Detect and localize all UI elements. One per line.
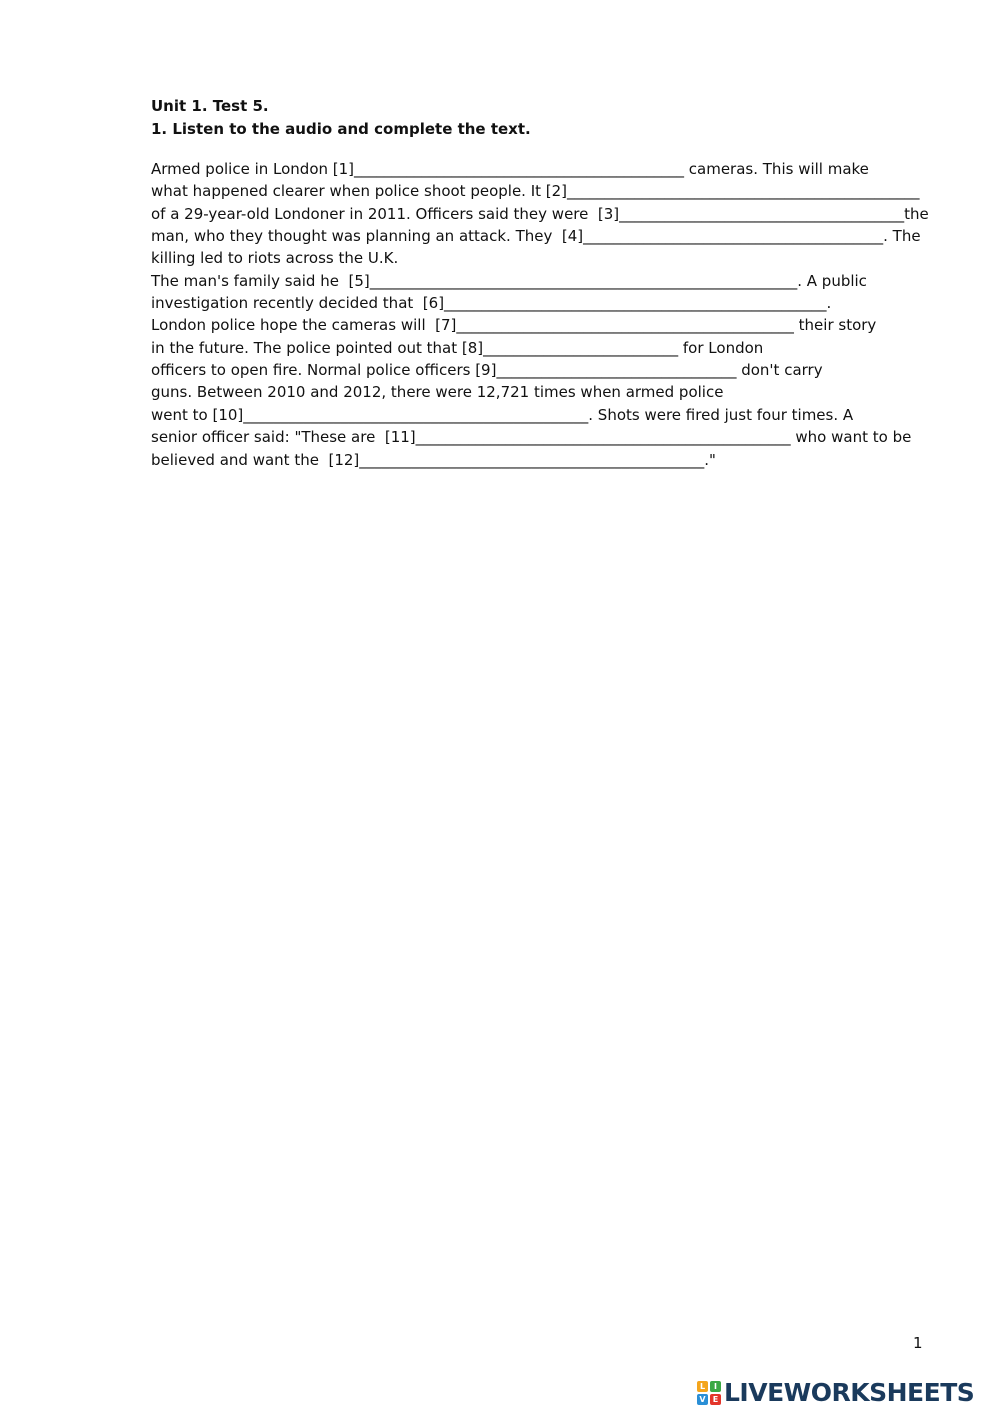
- passage-line: went to [10]______________________________________________. Shots were fired just four times. A: [151, 406, 854, 424]
- passage-line: killing led to riots across the U.K.: [151, 249, 399, 267]
- passage-line: of a 29-year-old Londoner in 2011. Officers said they were [3]______________________________________the: [151, 205, 929, 223]
- passage-line: man, who they thought was planning an attack. They [4]________________________________________. The: [151, 227, 921, 245]
- page-number: 1: [913, 1334, 923, 1352]
- passage-line: believed and want the [12]______________________________________________.": [151, 451, 716, 469]
- passage-line: London police hope the cameras will [7]_____________________________________________ their story: [151, 316, 877, 334]
- passage-line: The man's family said he [5]_________________________________________________________. A public: [151, 272, 867, 290]
- liveworksheets-logo-icon: [697, 1381, 721, 1405]
- passage-line: guns. Between 2010 and 2012, there were 12,721 times when armed police: [151, 383, 724, 401]
- logo-tile: V: [697, 1394, 708, 1405]
- passage-line: senior officer said: "These are [11]__________________________________________________ who want to be: [151, 428, 912, 446]
- worksheet-title: Unit 1. Test 5.: [151, 97, 269, 115]
- liveworksheets-logo: [697, 1378, 974, 1408]
- passage-line: Armed police in London [1]____________________________________________ cameras. This will make: [151, 160, 869, 178]
- logo-tile: L: [697, 1381, 708, 1392]
- passage-line: officers to open fire. Normal police officers [9]________________________________ don't carry: [151, 361, 823, 379]
- passage-line: in the future. The police pointed out that [8]__________________________ for London: [151, 339, 764, 357]
- logo-tile: I: [710, 1381, 721, 1392]
- logo-tile: E: [710, 1394, 721, 1405]
- passage-line: investigation recently decided that [6]___________________________________________________.: [151, 294, 832, 312]
- exercise-instruction: 1. Listen to the audio and complete the text.: [151, 120, 531, 138]
- brand-name: LIVEWORKSHEETS: [724, 1378, 975, 1407]
- passage-line: what happened clearer when police shoot people. It [2]_______________________________________________: [151, 182, 920, 200]
